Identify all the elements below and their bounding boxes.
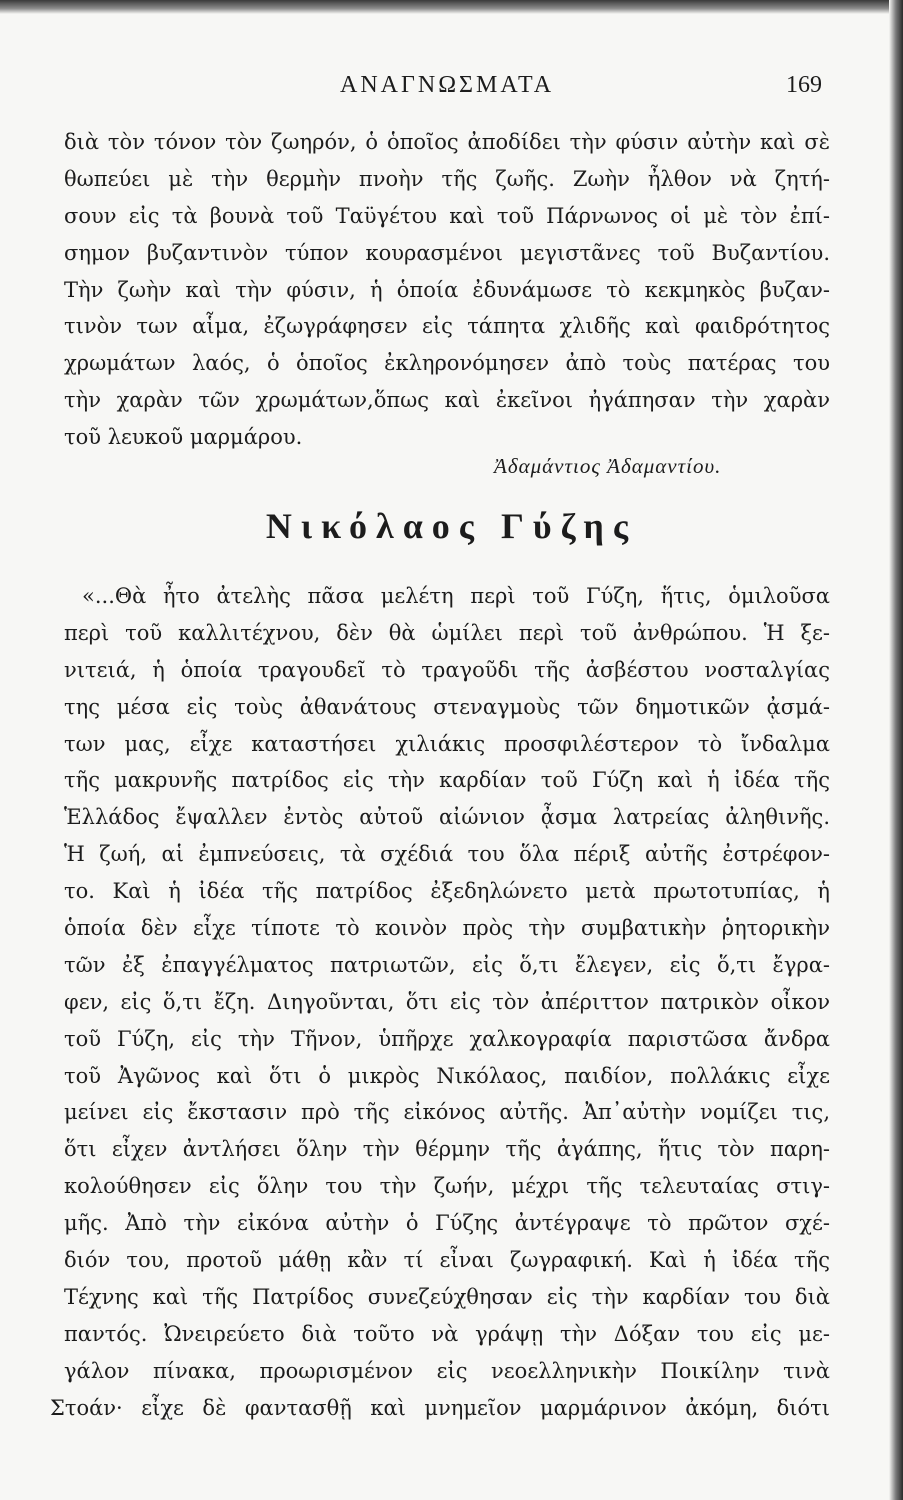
text-line: ὅτι εἶχεν ἀντλήσει ὅλην τὴν θέρμην τῆς ἀγάπης, ἥτις τὸν παρη- (64, 1137, 830, 1162)
text-line: της μέσα εἰς τοὺς ἀθανάτους στεναγμοὺς τῶν δημοτικῶν ᾀσμά- (64, 694, 830, 719)
text-line: τοῦ Γύζη, εἰς τὴν Τῆνον, ὑπῆρχε χαλκογραφία παριστῶσα ἄνδρα (64, 1026, 830, 1051)
text-line: περὶ τοῦ καλλιτέχνου, δὲν θὰ ὡμίλει περὶ τοῦ ἀνθρώπου. Ἡ ξε- (64, 620, 830, 645)
text-line: σημον βυζαντινὸν τύπον κουρασμένοι μεγιστᾶνες τοῦ Βυζαντίου. (64, 240, 830, 265)
scan-top-edge (0, 0, 903, 14)
text-line: τῶν ἐξ ἐπαγγέλματος πατριωτῶν, εἰς ὅ,τι ἔλεγεν, εἰς ὅ,τι ἔγρα- (64, 952, 830, 977)
text-line: Τὴν ζωὴν καὶ τὴν φύσιν, ἡ ὁποία ἐδυνάμωσε τὸ κεκμηκὸς βυζαν- (64, 277, 830, 302)
text-line: διόν του, προτοῦ μάθῃ κἂν τί εἶναι ζωγραφική. Καὶ ἡ ἰδέα τῆς (64, 1248, 830, 1273)
text-line: Ἡ ζωή, αἱ ἐμπνεύσεις, τὰ σχέδιά του ὅλα πέριξ αὐτῆς ἐστρέφον- (64, 842, 830, 867)
page-number: 169 (786, 72, 822, 98)
text-line: τῆς μακρυνῆς πατρίδος εἰς τὴν καρδίαν τοῦ Γύζη καὶ ἡ ἰδέα τῆς (64, 768, 830, 793)
page-header (0, 72, 903, 106)
text-line: σουν εἰς τὰ βουνὰ τοῦ Ταϋγέτου καὶ τοῦ Πάρνωνος οἱ μὲ τὸν ἐπί- (64, 203, 830, 228)
scan-right-edge (889, 0, 903, 1500)
text-line: τινὸν των αἷμα, ἐζωγράφησεν εἰς τάπητα χλιδῆς καὶ φαιδρότητος (64, 314, 830, 339)
text-line: το. Καὶ ἡ ἰδέα τῆς πατρίδος ἐξεδηλώνετο μετὰ πρωτοτυπίας, ἡ (64, 879, 830, 904)
text-line: διὰ τὸν τόνον τὸν ζωηρόν, ὁ ὁποῖος ἀποδίδει τὴν φύσιν αὐτὴν καὶ σὲ (64, 130, 830, 154)
text-line: μῆς. Ἀπὸ τὴν εἰκόνα αὐτὴν ὁ Γύζης ἀντέγραψε τὸ πρῶτον σχέ- (64, 1211, 830, 1236)
text-line: των μας, εἶχε καταστήσει χιλιάκις προσφιλέστερον τὸ ἴνδαλμα (64, 731, 830, 756)
text-line: Τέχνης καὶ τῆς Πατρίδος συνεζεύχθησαν εἰς τὴν καρδίαν του διὰ (64, 1284, 830, 1309)
section-title: Νικόλαος Γύζης (265, 506, 638, 546)
paragraph-1 (64, 124, 830, 456)
text-line: τοῦ λευκοῦ μαρμάρου. (64, 425, 303, 450)
paragraph-2 (50, 578, 830, 1426)
text-line: νιτειά, ἡ ὁποία τραγουδεῖ τὸ τραγοῦδι τῆς ἀσβέστου νοσταλγίας (64, 657, 830, 682)
text-line: Στοάν· εἶχε δὲ φαντασθῇ καὶ μνημεῖον μαρμάρινον ἀκόμη, διότι (50, 1395, 830, 1420)
running-head: ΑΝΑΓΝΩΣΜΑΤΑ (340, 72, 555, 98)
text-line: Ἑλλάδος ἔψαλλεν ἐντὸς αὐτοῦ αἰώνιον ᾆσμα λατρείας ἀληθινῆς. (64, 805, 830, 830)
text-line: χρωμάτων λαός, ὁ ὁποῖος ἐκληρονόμησεν ἀπὸ τοὺς πατέρας του (64, 351, 830, 376)
text-line: ὁποία δὲν εἶχε τίποτε τὸ κοινὸν πρὸς τὴν συμβατικὴν ῥητορικὴν (64, 916, 830, 941)
text-line: «...Θὰ ἦτο ἀτελὴς πᾶσα μελέτη περὶ τοῦ Γύζη, ἥτις, ὁμιλοῦσα (82, 584, 830, 608)
text-line: τὴν χαρὰν τῶν χρωμάτων,ὅπως καὶ ἐκεῖνοι ἠγάπησαν τὴν χαρὰν (64, 388, 830, 413)
text-line: γάλον πίνακα, προωρισμένον εἰς νεοελληνικὴν Ποικίλην τινὰ (64, 1358, 830, 1383)
text-line: τοῦ Ἀγῶνος καὶ ὅτι ὁ μικρὸς Νικόλαος, παιδίον, πολλάκις εἶχε (64, 1063, 830, 1088)
text-line: μείνει εἰς ἔκστασιν πρὸ τῆς εἰκόνος αὐτῆς. Ἀπ᾿αὐτὴν νομίζει τις, (64, 1100, 830, 1125)
text-line: κολούθησεν εἰς ὅλην του τὴν ζωήν, μέχρι τῆς τελευταίας στιγ- (64, 1174, 830, 1199)
text-line: θωπεύει μὲ τὴν θερμὴν πνοὴν τῆς ζωῆς. Ζωὴν ἦλθον νὰ ζητή- (64, 166, 830, 191)
author-signature: Ἀδαμάντιος Ἀδαμαντίου. (494, 454, 722, 478)
text-line: παντός. Ὠνειρεύετο διὰ τοῦτο νὰ γράψῃ τὴν Δόξαν του εἰς με- (64, 1321, 830, 1346)
text-line: φεν, εἰς ὅ,τι ἔζη. Διηγοῦνται, ὅτι εἰς τὸν ἀπέριττον πατρικὸν οἶκον (64, 989, 830, 1014)
